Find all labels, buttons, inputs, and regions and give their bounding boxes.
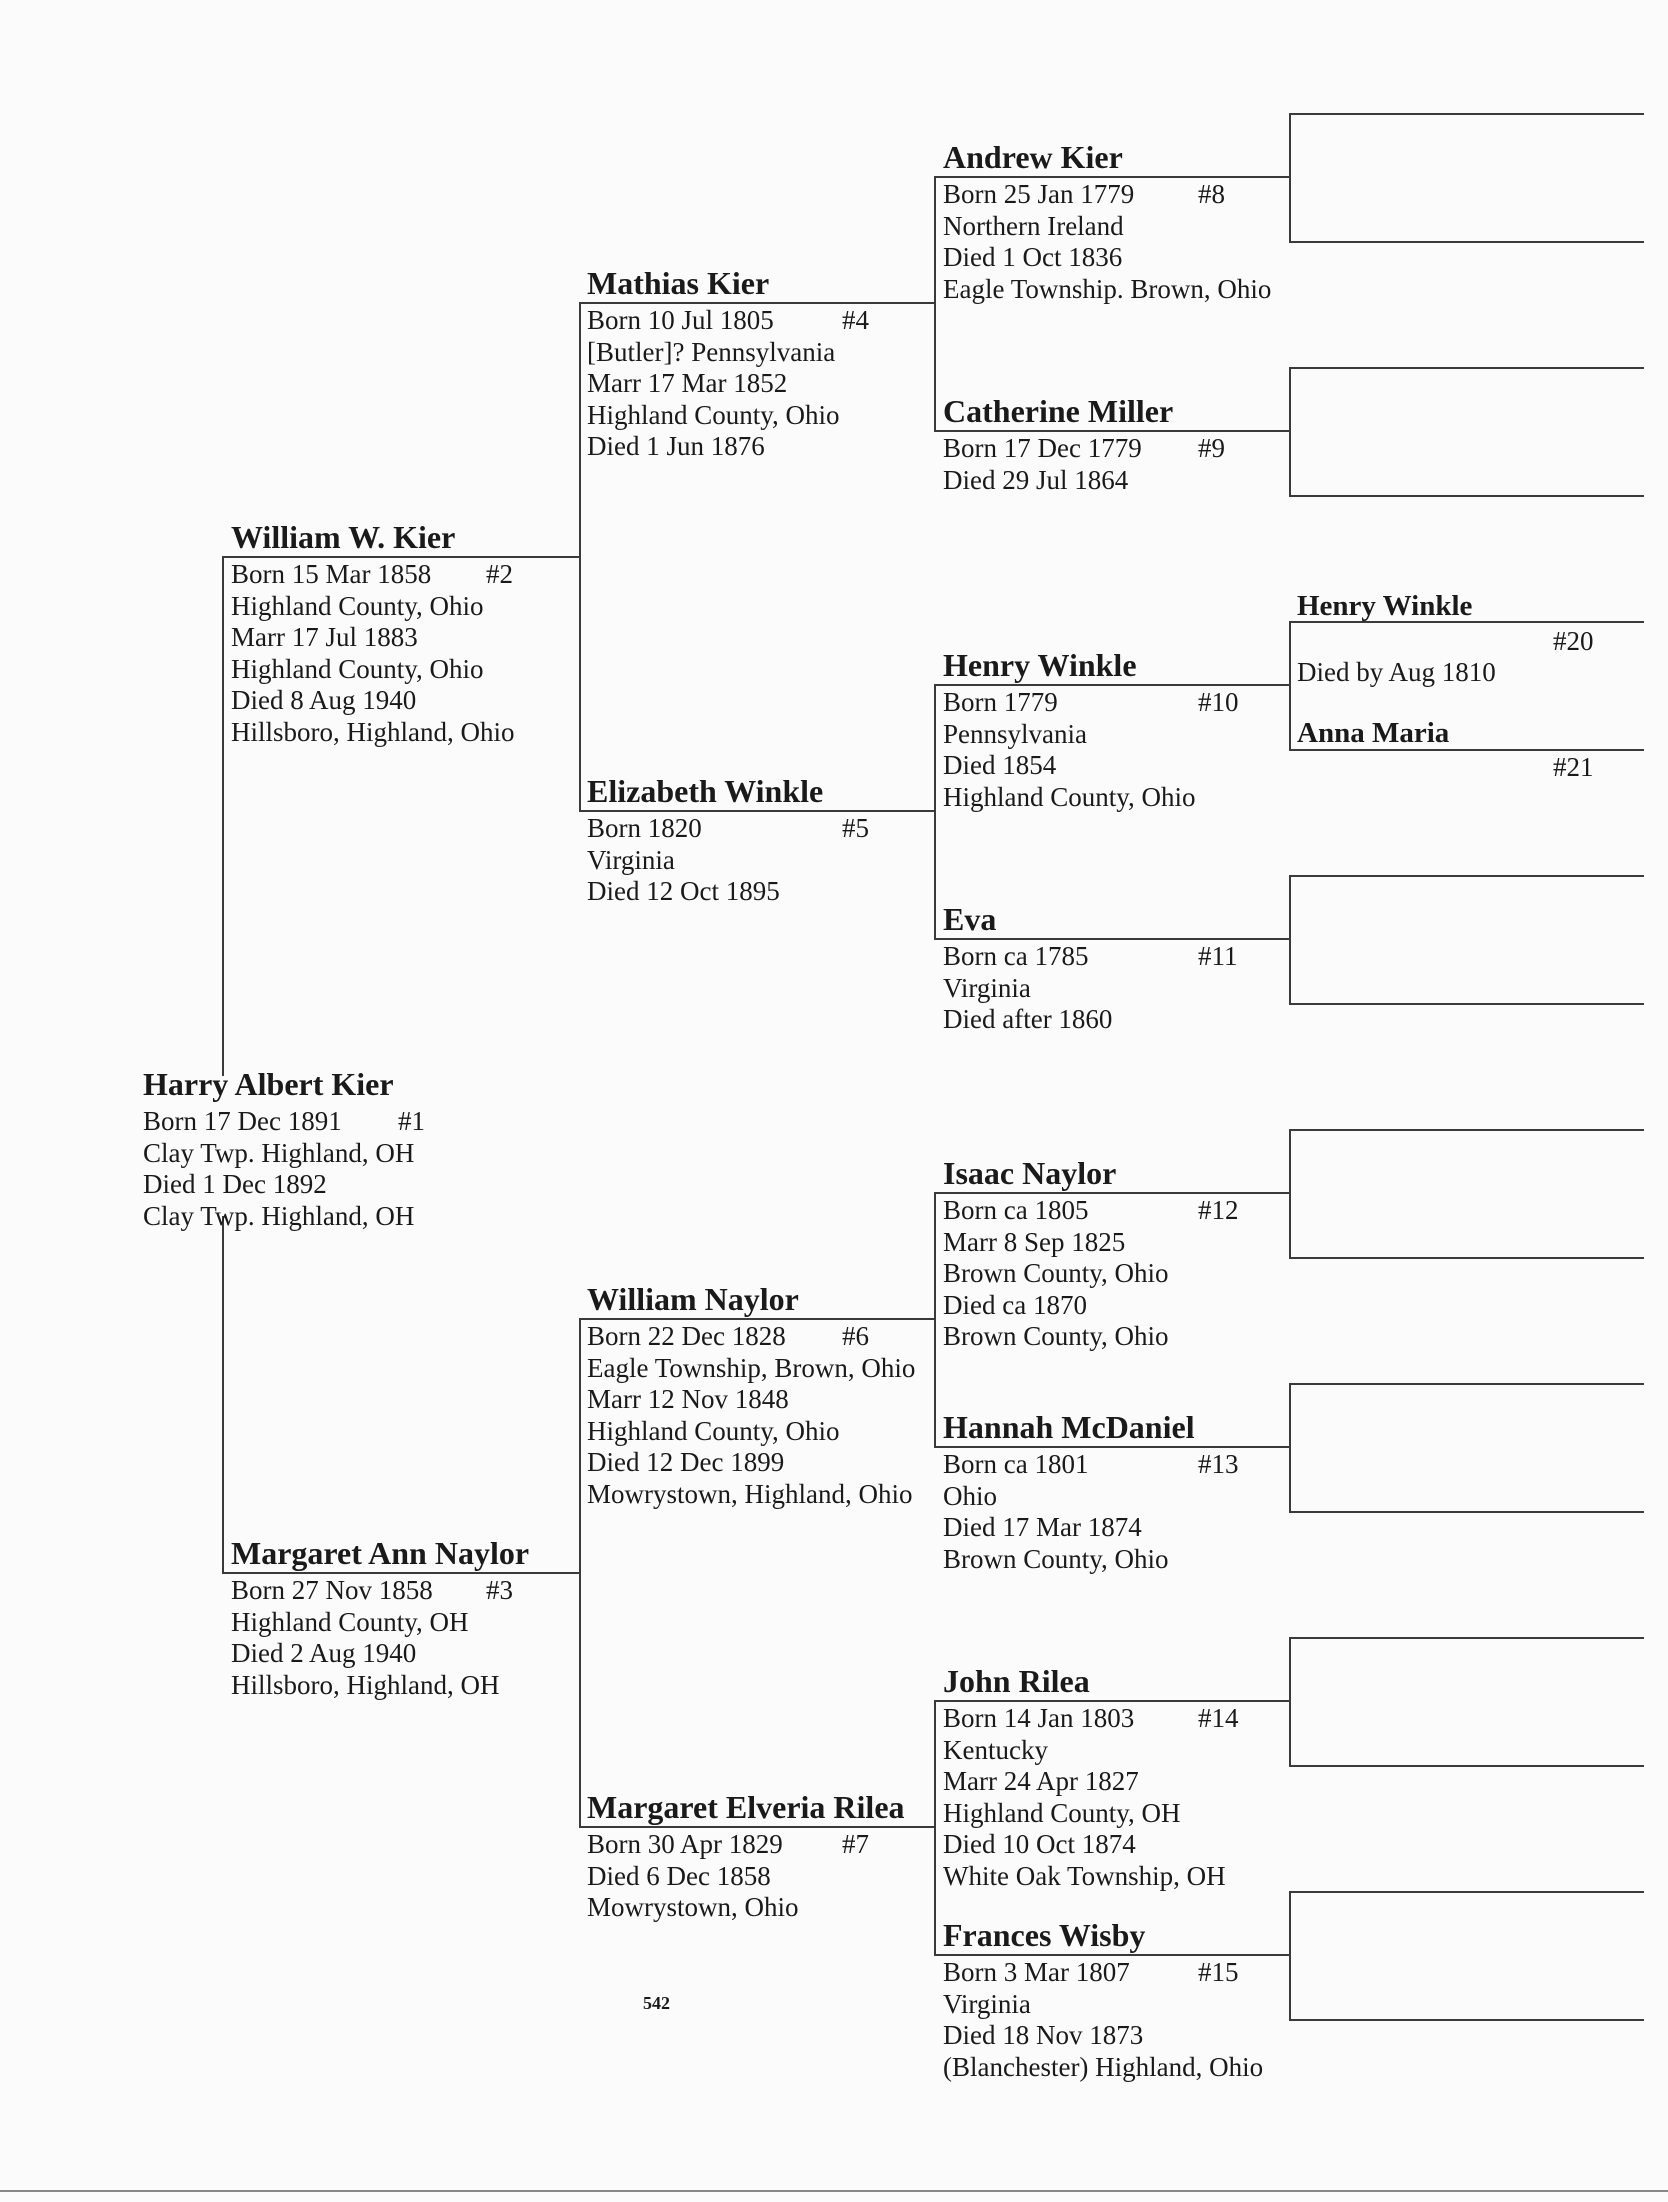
person-9-name: Catherine Miller [943, 393, 1174, 429]
person-14-details [943, 1703, 1226, 1892]
person-3-details [231, 1575, 499, 1701]
person-1-line: Clay Twp. Highland, OH [143, 1200, 415, 1231]
person-14-line: Died 10 Oct 1874 [943, 1829, 1136, 1859]
person-11-name: Eva [943, 901, 997, 937]
connector-line [579, 1826, 935, 1828]
person-14-number: #14 [1198, 1703, 1239, 1733]
person-7-line: Died 6 Dec 1858 [587, 1860, 771, 1891]
person-6-number: #6 [842, 1321, 869, 1351]
connector-line [579, 302, 935, 304]
connector-line [222, 1572, 580, 1574]
person-5-line: Virginia [587, 844, 675, 875]
connector-line [1289, 367, 1644, 369]
person-15-line: Born 3 Mar 1807 [943, 1957, 1130, 1987]
connector-line [1289, 875, 1644, 877]
person-12-details [943, 1195, 1169, 1353]
person-13-line: Ohio [943, 1480, 997, 1511]
connector-line [1289, 113, 1291, 241]
person-6-line: Born 22 Dec 1828 [587, 1321, 786, 1351]
person-1-line: Died 1 Dec 1892 [143, 1169, 327, 1199]
person-1-number: #1 [398, 1106, 425, 1136]
connector-line [1289, 1003, 1644, 1005]
connector-line [1289, 1891, 1291, 2019]
page-number: 542 [643, 1993, 670, 2013]
connector-line [579, 1318, 935, 1320]
person-2-line: Highland County, Ohio [231, 653, 484, 684]
person-2-line: Born 15 Mar 1858 [231, 559, 432, 589]
person-10-name: Henry Winkle [943, 647, 1137, 683]
connector-line [934, 176, 936, 430]
person-5-number: #5 [842, 813, 869, 843]
connector-line [1289, 113, 1644, 115]
person-10-line: Born 1779 [943, 687, 1058, 717]
person-14-line: Born 14 Jan 1803 [943, 1703, 1135, 1733]
person-15-name: Frances Wisby [943, 1917, 1146, 1953]
person-12-line: Died ca 1870 [943, 1289, 1087, 1320]
connector-line [222, 556, 580, 558]
person-7-line: Born 30 Apr 1829 [587, 1829, 783, 1859]
connector-line [934, 684, 936, 938]
connector-line [222, 1216, 224, 1572]
person-4-details [587, 305, 840, 463]
connector-line [934, 1192, 1290, 1194]
person-3-number: #3 [486, 1575, 513, 1605]
person-10-details [943, 687, 1196, 813]
person-6-line: Highland County, Ohio [587, 1415, 840, 1446]
person-4-line: Marr 17 Mar 1852 [587, 368, 788, 398]
person-2-line: Marr 17 Jul 1883 [231, 622, 418, 652]
person-20-details [1297, 657, 1496, 689]
connector-line [1289, 367, 1291, 495]
connector-line [1289, 1129, 1291, 1257]
person-5-details [587, 813, 780, 908]
person-10-number: #10 [1198, 687, 1239, 717]
connector-line [1289, 1891, 1644, 1893]
person-10-line: Pennsylvania [943, 718, 1087, 749]
person-4-name: Mathias Kier [587, 265, 770, 301]
connector-line [934, 1700, 1290, 1702]
person-2-line: Hillsboro, Highland, Ohio [231, 716, 515, 747]
connector-line [1289, 1383, 1291, 1511]
connector-line [934, 938, 1290, 940]
connector-line [1289, 1637, 1644, 1639]
person-5-name: Elizabeth Winkle [587, 773, 824, 809]
person-21-number: #21 [1553, 752, 1594, 782]
person-15-line: Virginia [943, 1988, 1031, 2019]
connector-line [1289, 621, 1291, 749]
person-20-name: Henry Winkle [1297, 590, 1473, 622]
connector-line [1289, 2019, 1644, 2021]
person-4-line: Died 1 Jun 1876 [587, 431, 765, 461]
person-4-line: Born 10 Jul 1805 [587, 305, 774, 335]
person-4-line: Highland County, Ohio [587, 399, 840, 430]
person-8-number: #8 [1198, 179, 1225, 209]
connector-line [934, 1446, 1290, 1448]
person-11-details [943, 941, 1112, 1036]
person-7-name: Margaret Elveria Rilea [587, 1789, 905, 1825]
person-15-number: #15 [1198, 1957, 1239, 1987]
person-13-details [943, 1449, 1169, 1575]
connector-line [934, 176, 1290, 178]
person-14-line: Highland County, OH [943, 1797, 1181, 1828]
person-12-line: Born ca 1805 [943, 1195, 1089, 1225]
connector-line [1289, 1129, 1644, 1131]
person-8-line: Eagle Township. Brown, Ohio [943, 273, 1272, 304]
person-15-line: Died 18 Nov 1873 [943, 2020, 1144, 2050]
person-3-line: Born 27 Nov 1858 [231, 1575, 433, 1605]
person-4-number: #4 [842, 305, 869, 335]
person-6-name: William Naylor [587, 1281, 799, 1317]
person-2-number: #2 [486, 559, 513, 589]
person-10-line: Died 1854 [943, 750, 1057, 780]
person-14-line: Kentucky [943, 1734, 1048, 1765]
connector-line [579, 810, 935, 812]
person-12-line: Brown County, Ohio [943, 1321, 1169, 1351]
person-8-line: Born 25 Jan 1779 [943, 179, 1135, 209]
person-13-number: #13 [1198, 1449, 1239, 1479]
connector-line [579, 302, 581, 810]
person-1-line: Clay Twp. Highland, OH [143, 1137, 415, 1168]
person-1-name: Harry Albert Kier [143, 1066, 394, 1102]
person-13-line: Died 17 Mar 1874 [943, 1512, 1142, 1542]
person-13-name: Hannah McDaniel [943, 1409, 1195, 1445]
person-2-line: Highland County, Ohio [231, 590, 484, 621]
connector-line [1289, 1765, 1644, 1767]
person-8-line: Northern Ireland [943, 210, 1124, 241]
person-10-line: Highland County, Ohio [943, 781, 1196, 812]
connector-line [1289, 495, 1644, 497]
connector-line [1289, 1257, 1644, 1259]
connector-line [934, 1192, 936, 1446]
person-8-name: Andrew Kier [943, 139, 1123, 175]
person-2-details [231, 559, 515, 748]
person-12-line: Marr 8 Sep 1825 [943, 1226, 1126, 1257]
person-12-name: Isaac Naylor [943, 1155, 1117, 1191]
person-21-name: Anna Maria [1297, 717, 1450, 749]
connector-line [1289, 1383, 1644, 1385]
connector-line [1289, 1511, 1644, 1513]
person-7-number: #7 [842, 1829, 869, 1859]
connector-line [1289, 241, 1644, 243]
person-6-line: Mowrystown, Highland, Ohio [587, 1478, 913, 1509]
person-14-line: White Oak Township, OH [943, 1860, 1226, 1891]
person-2-name: William W. Kier [231, 519, 456, 555]
person-3-line: Died 2 Aug 1940 [231, 1638, 417, 1668]
person-5-line: Born 1820 [587, 813, 702, 843]
person-8-line: Died 1 Oct 1836 [943, 242, 1123, 272]
person-6-line: Died 12 Dec 1899 [587, 1447, 785, 1477]
person-20-number: #20 [1553, 626, 1594, 656]
person-3-name: Margaret Ann Naylor [231, 1535, 530, 1571]
person-6-line: Marr 12 Nov 1848 [587, 1384, 789, 1414]
person-7-details [587, 1829, 799, 1924]
person-1-line: Born 17 Dec 1891 [143, 1106, 342, 1136]
person-12-line: Brown County, Ohio [943, 1258, 1169, 1288]
person-20-line: Died by Aug 1810 [1297, 657, 1496, 687]
person-9-number: #9 [1198, 433, 1225, 463]
connector-line [934, 1700, 936, 1954]
connector-line [934, 430, 1290, 432]
connector-line [579, 1318, 581, 1826]
person-12-number: #12 [1198, 1195, 1239, 1225]
person-13-line: Brown County, Ohio [943, 1543, 1169, 1574]
person-3-line: Hillsboro, Highland, OH [231, 1669, 500, 1700]
connector-line [1289, 1637, 1291, 1765]
person-14-line: Marr 24 Apr 1827 [943, 1766, 1139, 1796]
person-5-line: Died 12 Oct 1895 [587, 876, 780, 906]
person-11-line: Born ca 1785 [943, 941, 1089, 971]
connector-line [934, 684, 1290, 686]
person-15-line: (Blanchester) Highland, Ohio [943, 2051, 1264, 2082]
person-2-line: Died 8 Aug 1940 [231, 685, 417, 715]
connector-line [934, 1954, 1290, 1956]
person-9-details [943, 433, 1142, 496]
person-3-line: Highland County, OH [231, 1606, 469, 1637]
person-13-line: Born ca 1801 [943, 1449, 1089, 1479]
person-11-number: #11 [1198, 941, 1238, 971]
person-14-name: John Rilea [943, 1663, 1090, 1699]
person-11-line: Died after 1860 [943, 1004, 1113, 1034]
person-7-line: Mowrystown, Ohio [587, 1892, 799, 1922]
person-4-line: [Butler]? Pennsylvania [587, 336, 836, 367]
connector-line [1289, 875, 1291, 1003]
person-9-line: Born 17 Dec 1779 [943, 433, 1142, 463]
person-9-line: Died 29 Jul 1864 [943, 464, 1129, 495]
person-1-details [143, 1106, 414, 1232]
person-11-line: Virginia [943, 972, 1031, 1003]
connector-line [222, 556, 224, 1076]
page-bottom-rule [0, 2190, 1668, 2192]
person-6-line: Eagle Township, Brown, Ohio [587, 1352, 916, 1383]
